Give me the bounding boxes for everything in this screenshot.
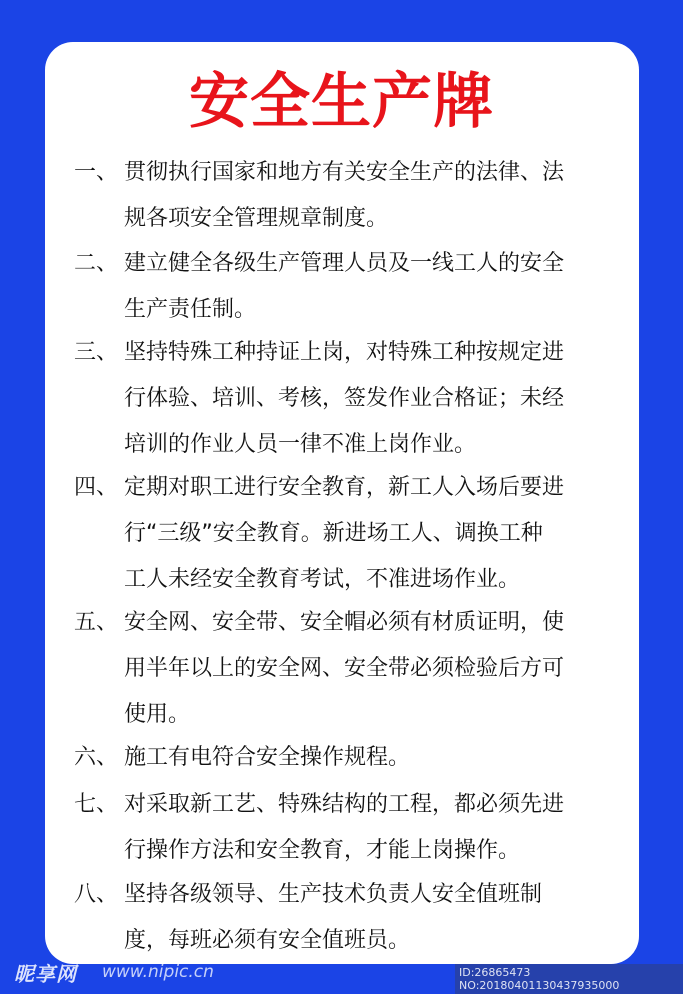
rule-line: 坚持各级领导、生产技术负责人安全值班制 bbox=[124, 882, 543, 907]
rule-item-8 bbox=[74, 872, 622, 964]
watermark-id: ID:26865473 NO:20180401130437935000 bbox=[455, 964, 683, 994]
rule-line: 生产责任制。 bbox=[124, 297, 257, 322]
rule-item-4 bbox=[74, 465, 622, 603]
rule-item-7 bbox=[74, 782, 622, 874]
rule-line: 对采取新工艺、特殊结构的工程，都必须先进 bbox=[124, 792, 565, 817]
rule-line: 度，每班必须有安全值班员。 bbox=[124, 928, 411, 953]
rule-line: 坚持特殊工种持证上岗，对特殊工种按规定进 bbox=[124, 340, 565, 365]
rule-line: 用半年以上的安全网、安全带必须检验后方可 bbox=[124, 656, 565, 681]
rule-line: 使用。 bbox=[124, 702, 191, 727]
watermark-url: www.nipic.cn bbox=[102, 962, 214, 982]
rule-number: 二、 bbox=[74, 251, 119, 276]
rule-line: 培训的作业人员一律不准上岗作业。 bbox=[124, 432, 477, 457]
rule-line: 规各项安全管理规章制度。 bbox=[124, 206, 389, 231]
rule-number: 五、 bbox=[74, 610, 119, 635]
sign-title: 安全生产牌 bbox=[189, 67, 494, 137]
rule-number: 三、 bbox=[74, 340, 119, 365]
rule-item-2 bbox=[74, 241, 622, 333]
rule-number: 八、 bbox=[74, 882, 119, 907]
rule-line: 建立健全各级生产管理人员及一线工人的安全 bbox=[124, 251, 565, 276]
rule-item-3 bbox=[74, 330, 622, 468]
rule-number: 七、 bbox=[74, 792, 119, 817]
rule-number: 六、 bbox=[74, 745, 119, 770]
rule-number: 一、 bbox=[74, 160, 119, 185]
rule-item-5 bbox=[74, 600, 622, 738]
rule-item-1 bbox=[74, 150, 622, 242]
rule-number: 四、 bbox=[74, 475, 119, 500]
rule-line: 安全网、安全带、安全帽必须有材质证明，使 bbox=[124, 610, 565, 635]
rule-line: 工人未经安全教育考试，不准进场作业。 bbox=[124, 567, 521, 592]
rule-line: 行体验、培训、考核，签发作业合格证；未经 bbox=[124, 386, 565, 411]
rule-line: 行“三级”安全教育。新进场工人、调换工种 bbox=[124, 521, 543, 546]
rule-item-6 bbox=[74, 735, 622, 781]
rule-line: 行操作方法和安全教育，才能上岗操作。 bbox=[124, 838, 521, 863]
watermark-logo: 昵享网 bbox=[14, 962, 77, 986]
rule-line: 贯彻执行国家和地方有关安全生产的法律、法 bbox=[124, 160, 565, 185]
rule-line: 施工有电符合安全操作规程。 bbox=[124, 745, 411, 770]
rule-line: 定期对职工进行安全教育，新工人入场后要进 bbox=[124, 475, 565, 500]
